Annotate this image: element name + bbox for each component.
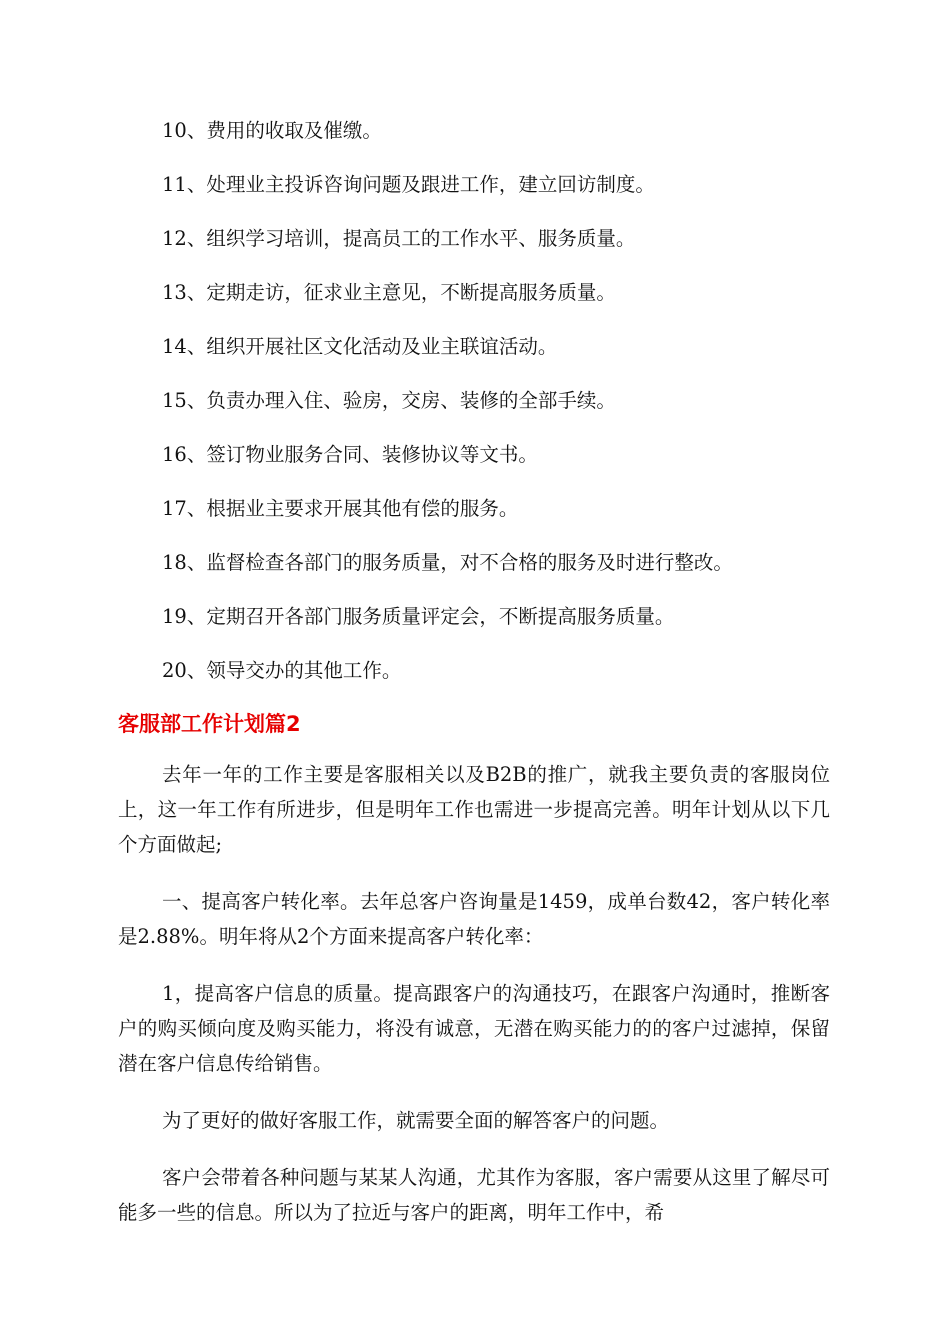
list-item: 12、组织学习培训，提高员工的工作水平、服务质量。 [162,227,636,250]
list-item: 16、签订物业服务合同、装修协议等文书。 [162,443,538,466]
list-item: 11、处理业主投诉咨询问题及跟进工作，建立回访制度。 [162,173,655,196]
paragraph: 去年一年的工作主要是客服相关以及B2B的推广，就我主要负责的客服岗位上，这一年工作有所进步，但是明年工作也需进一步提高完善。明年计划从以下几个方面做起; [118,763,830,856]
list-item: 14、组织开展社区文化活动及业主联谊活动。 [162,335,558,358]
list-item: 13、定期走访，征求业主意见，不断提高服务质量。 [162,281,616,304]
list-item: 19、定期召开各部门服务质量评定会，不断提高服务质量。 [162,605,675,628]
paragraph: 客户会带着各种问题与某某人沟通，尤其作为客服，客户需要从这里了解尽可能多一些的信息。所以为了拉近与客户的距离，明年工作中，希 [118,1166,830,1224]
paragraph: 1，提高客户信息的质量。提高跟客户的沟通技巧，在跟客户沟通时，推断客户的购买倾向度及购买能力，将没有诚意，无潜在购买能力的的客户过滤掉，保留潜在客户信息传给销售。 [118,982,830,1075]
list-item: 18、监督检查各部门的服务质量，对不合格的服务及时进行整改。 [162,551,733,574]
paragraph: 为了更好的做好客服工作，就需要全面的解答客户的问题。 [162,1109,670,1132]
list-item: 20、领导交办的其他工作。 [162,659,402,682]
list-item: 17、根据业主要求开展其他有偿的服务。 [162,497,519,520]
list-item: 15、负责办理入住、验房，交房、装修的全部手续。 [162,389,616,412]
list-item: 10、费用的收取及催缴。 [162,119,382,142]
paragraph: 一、提高客户转化率。去年总客户咨询量是1459，成单台数42，客户转化率是2.88%。明年将从2个方面来提高客户转化率： [118,890,830,948]
section-heading: 客服部工作计划篇2 [118,712,301,736]
